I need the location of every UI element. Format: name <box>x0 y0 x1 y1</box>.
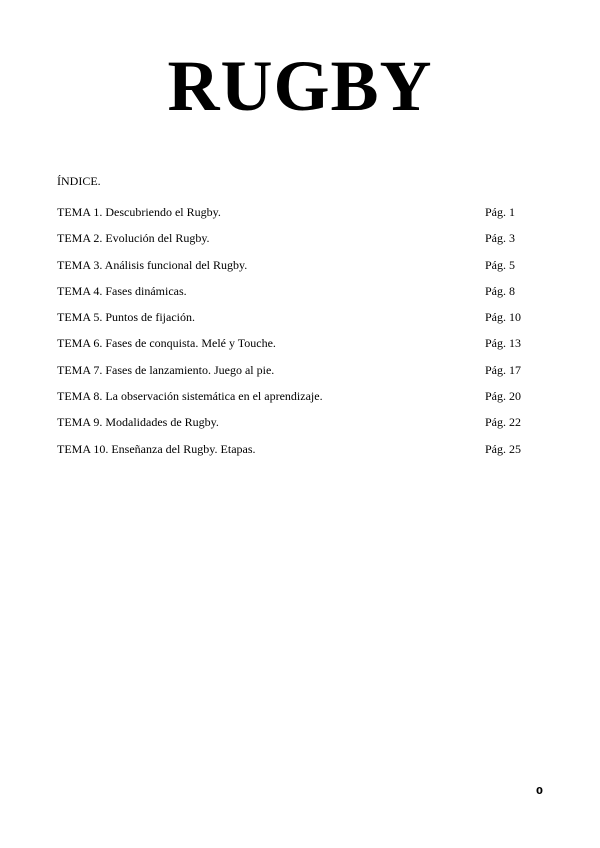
toc-topic: TEMA 4. Fases dinámicas. <box>57 283 187 298</box>
toc-row <box>57 203 527 229</box>
toc-topic: TEMA 3. Análisis funcional del Rugby. <box>57 257 248 272</box>
toc-row <box>57 361 527 387</box>
toc-page-ref: Pág. 22 <box>485 415 521 430</box>
toc-topic: TEMA 9. Modalidades de Rugby. <box>57 415 219 430</box>
toc-page-ref: Pág. 17 <box>485 362 521 377</box>
toc-page-ref: Pág. 3 <box>485 231 515 246</box>
document-title: RUGBY <box>167 46 433 126</box>
toc-row <box>57 413 527 439</box>
table-of-contents <box>57 203 527 466</box>
page-number: 0 <box>536 786 543 797</box>
toc-page-ref: Pág. 8 <box>485 283 515 298</box>
toc-page-ref: Pág. 25 <box>485 441 521 456</box>
toc-topic: TEMA 10. Enseñanza del Rugby. Etapas. <box>57 441 256 456</box>
toc-topic: TEMA 6. Fases de conquista. Melé y Touche. <box>57 336 276 351</box>
toc-row <box>57 229 527 255</box>
toc-row <box>57 387 527 413</box>
toc-row <box>57 308 527 334</box>
toc-topic: TEMA 7. Fases de lanzamiento. Juego al pie. <box>57 362 275 377</box>
toc-row <box>57 440 527 466</box>
index-heading: ÍNDICE. <box>57 174 101 188</box>
toc-row <box>57 256 527 282</box>
toc-page-ref: Pág. 20 <box>485 389 521 404</box>
toc-page-ref: Pág. 13 <box>485 336 521 351</box>
toc-topic: TEMA 2. Evolución del Rugby. <box>57 231 210 246</box>
toc-row <box>57 334 527 360</box>
toc-page-ref: Pág. 1 <box>485 205 515 219</box>
toc-topic: TEMA 1. Descubriendo el Rugby. <box>57 205 221 219</box>
toc-topic: TEMA 5. Puntos de fijación. <box>57 310 195 325</box>
toc-row <box>57 282 527 308</box>
toc-page-ref: Pág. 5 <box>485 257 515 272</box>
toc-topic: TEMA 8. La observación sistemática en el aprendizaje. <box>57 389 323 404</box>
toc-page-ref: Pág. 10 <box>485 310 521 325</box>
